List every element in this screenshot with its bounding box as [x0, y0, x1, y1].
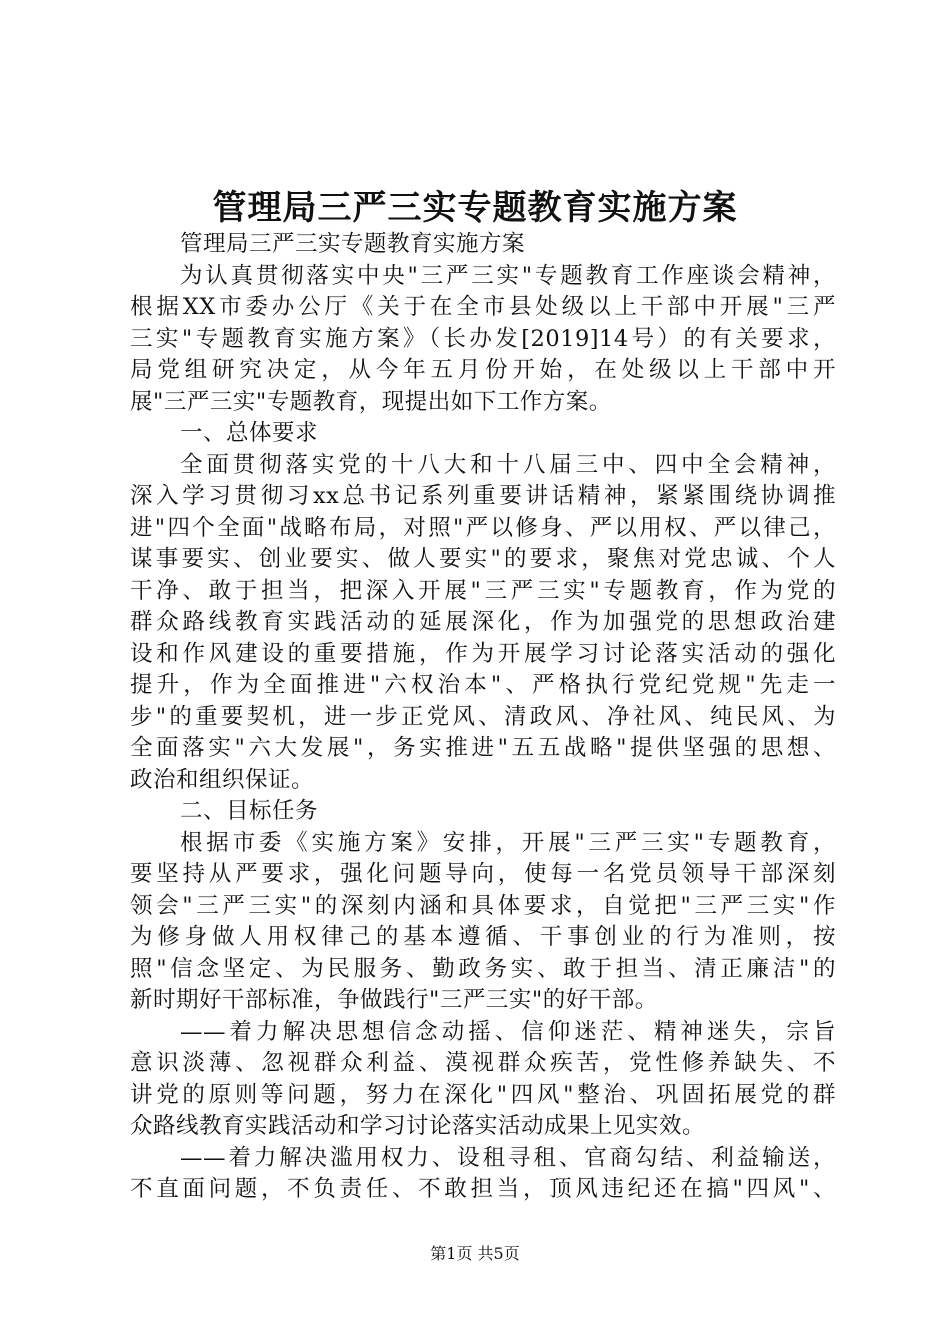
body-text-line: 讲党的原则等问题，努力在深化"四风"整治、巩固拓展党的群 — [130, 1081, 836, 1108]
body-text-line: 干净、敢于担当，把深入开展"三严三实"专题教育，作为党的 — [130, 577, 836, 604]
body-text-line: 进"四个全面"战略布局，对照"严以修身、严以用权、严以律己， — [130, 514, 836, 541]
body-text-line: 全面落实"六大发展"，务实推进"五五战略"提供坚强的思想、 — [130, 735, 836, 761]
body-text-line: 一、总体要求 — [180, 420, 319, 446]
body-text-line: 谋事要实、创业要实、做人要实"的要求，聚焦对党忠诚、个人 — [130, 546, 836, 572]
body-text-line: 二、目标任务 — [180, 798, 319, 824]
document-title: 管理局三严三实专题教育实施方案 — [212, 188, 738, 228]
body-text-line: 照"信念坚定、为民服务、勤政务实、敢于担当、清正廉洁"的 — [130, 955, 836, 982]
body-text-line: 要坚持从严要求，强化问题导向，使每一名党员领导干部深刻 — [130, 861, 836, 887]
body-text-line: 政治和组织保证。 — [130, 766, 315, 793]
body-text-line: 深入学习贯彻习xx总书记系列重要讲话精神，紧紧围绕协调推 — [130, 483, 836, 509]
body-text-line: 领会"三严三实"的深刻内涵和具体要求，自觉把"三严三实"作 — [130, 892, 836, 919]
body-text-line: 根据市委《实施方案》安排，开展"三严三实"专题教育， — [180, 829, 836, 856]
body-text-line: ——着力解决思想信念动摇、信仰迷茫、精神迷失，宗旨 — [180, 1018, 836, 1045]
body-text-line: 展"三严三实"专题教育，现提出如下工作方案。 — [130, 388, 612, 415]
body-text-line: 意识淡薄、忽视群众利益、漠视群众疾苦，党性修养缺失、不 — [130, 1050, 836, 1076]
body-text-line: 群众路线教育实践活动的延展深化，作为加强党的思想政治建 — [130, 609, 836, 635]
body-text-line: 根据XX市委办公厅《关于在全市县处级以上干部中开展"三严 — [130, 294, 836, 320]
body-text-line: ——着力解决滥用权力、设租寻租、官商勾结、利益输送， — [180, 1144, 836, 1171]
body-text-line: 不直面问题，不负责任、不敢担当，顶风违纪还在搞"四风"、 — [130, 1176, 836, 1202]
body-text-line: 为修身做人用权律己的基本遵循、干事创业的行为准则，按 — [130, 924, 836, 950]
body-text-line: 步"的重要契机，进一步正党风、清政风、净社风、纯民风、为 — [130, 703, 836, 730]
body-text-line: 为认真贯彻落实中央"三严三实"专题教育工作座谈会精神， — [180, 262, 836, 289]
body-text-line: 全面贯彻落实党的十八大和十八届三中、四中全会精神， — [180, 451, 836, 478]
body-text-line: 设和作风建设的重要措施，作为开展学习讨论落实活动的强化 — [130, 640, 836, 667]
body-text-line: 三实"专题教育实施方案》（长办发[2019]14号）的有关要求， — [130, 325, 836, 352]
body-text-line: 众路线教育实践活动和学习讨论落实活动成果上见实效。 — [130, 1113, 706, 1139]
page-number-footer: 第1页 共5页 — [430, 1244, 520, 1263]
body-text-line: 提升，作为全面推进"六权治本"、严格执行党纪党规"先走一 — [130, 672, 836, 698]
body-text-line: 局党组研究决定，从今年五月份开始，在处级以上干部中开 — [130, 357, 836, 383]
body-text-line: 新时期好干部标准，争做践行"三严三实"的好干部。 — [130, 987, 658, 1013]
document-body — [130, 229, 836, 1206]
body-text-line: 管理局三严三实专题教育实施方案 — [180, 231, 526, 257]
